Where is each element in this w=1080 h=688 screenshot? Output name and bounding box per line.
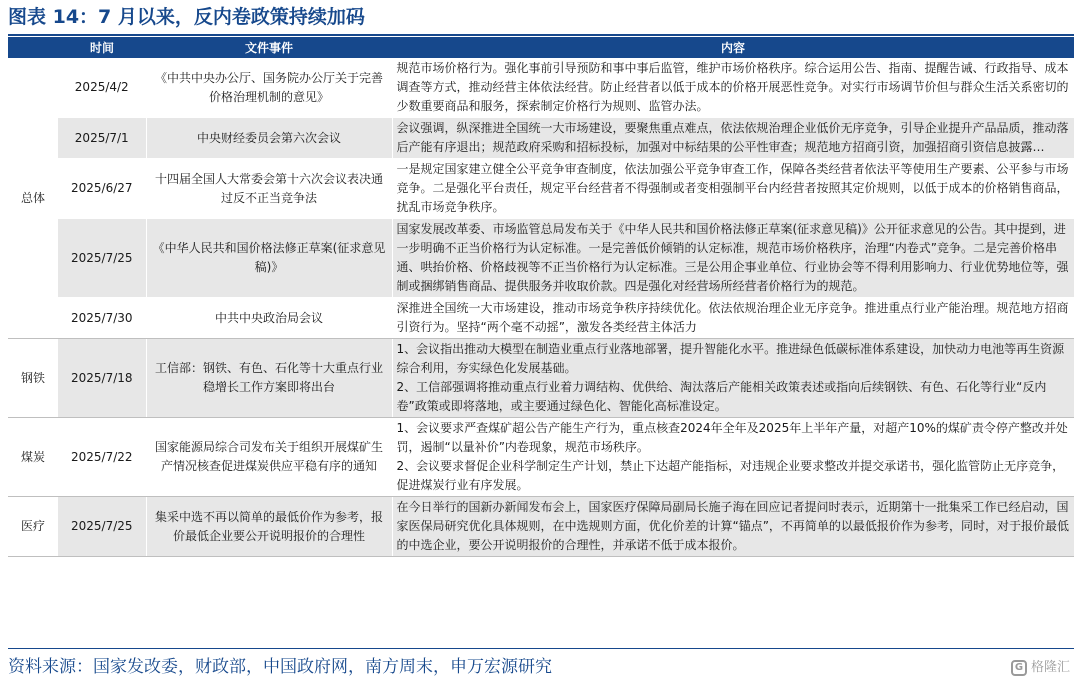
sector-medical: 医疗 [8, 497, 58, 557]
footer-divider [8, 648, 1074, 649]
table-row [8, 298, 1074, 339]
header-sector [8, 37, 58, 58]
row-content: 规范市场价格行为。强化事前引导预防和事中事后监管，维护市场价格秩序。综合运用公告、指南、提醒告诫、行政指导、成本调查等方式，推动经营主体依法经营。防止经营者以低于成本的价格开展恶性竞争。对实行市场调节价但与群众生活关系密切的少数重要商品和服务，探索制定价格行为规则、监管办法。 [392, 58, 1074, 118]
row-date: 2025/7/25 [58, 219, 146, 298]
watermark [1011, 658, 1070, 678]
source-note: 资料来源：国家发改委，财政部，中国政府网，南方周末，申万宏源研究 [8, 657, 552, 677]
table-row [8, 118, 1074, 159]
row-event: 国家能源局综合司发布关于组织开展煤矿生产情况核查促进煤炭供应平稳有序的通知 [146, 418, 392, 497]
row-content: 会议强调，纵深推进全国统一大市场建设，要聚焦重点难点，依法依规治理企业低价无序竞争，引导企业提升产品品质，推动落后产能有序退出；规范政府采购和招标投标，加强对中标结果的公平性审查；规范地方招商引资，加强招商引资信息披露… [392, 118, 1074, 159]
table-row [8, 339, 1074, 418]
table-row [8, 497, 1074, 557]
content-paragraph: 1、会议指出推动大模型在制造业重点行业落地部署，提升智能化水平。推进绿色低碳标准体系建设，加快动力电池等再生资源综合利用，夯实绿色化发展基础。 [396, 342, 1065, 375]
watermark-logo-icon: G [1011, 660, 1027, 676]
header-date: 时间 [58, 37, 146, 58]
row-content: 国家发展改革委、市场监管总局发布关于《中华人民共和国价格法修正草案(征求意见稿)》公开征求意见的公告。其中提到，进一步明确不正当价格行为认定标准。一是完善低价倾销的认定标准，规范市场价格秩序，治理“内卷式”竞争。二是完善价格串通、哄抬价格、价格歧视等不正当价格行为认定标准。三是公用企事业单位、行业协会等不得利用影响力、行业优势地位等，强制或捆绑销售商品、提供服务并收取价款。四是强化对经营场所经营者价格行为的规范。 [392, 219, 1074, 298]
watermark-text: 格隆汇 [1030, 660, 1070, 675]
table-row [8, 58, 1074, 118]
row-date: 2025/7/18 [58, 339, 146, 418]
row-content: 一是规定国家建立健全公平竞争审查制度，依法加强公平竞争审查工作，保障各类经营者依法平等使用生产要素、公平参与市场竞争。二是强化平台责任，规定平台经营者不得强制或者变相强制平台内经营者按照其定价规则，以低于成本的价格销售商品，扰乱市场竞争秩序。 [392, 159, 1074, 219]
table-row [8, 418, 1074, 497]
row-content: 深推进全国统一大市场建设，推动市场竞争秩序持续优化。依法依规治理企业无序竞争。推进重点行业产能治理。规范地方招商引资行为。坚持“两个毫不动摇”，激发各类经营主体活力 [392, 298, 1074, 339]
row-event: 中共中央政治局会议 [146, 298, 392, 339]
row-event: 中央财经委员会第六次会议 [146, 118, 392, 159]
row-content [392, 418, 1074, 497]
row-event: 十四届全国人大常委会第十六次会议表决通过反不正当竞争法 [146, 159, 392, 219]
table-header-row [8, 37, 1074, 58]
content-paragraph: 1、会议要求严查煤矿超公告产能生产行为，重点核查2024年全年及2025年上半年产量，对超产10%的煤矿责令停产整改并处罚，遏制“以量补价”内卷现象，规范市场秩序。 [396, 421, 1068, 454]
sector-coal: 煤炭 [8, 418, 58, 497]
row-date: 2025/7/22 [58, 418, 146, 497]
row-event: 《中共中央办公厅、国务院办公厅关于完善价格治理机制的意见》 [146, 58, 392, 118]
row-event: 工信部：钢铁、有色、石化等十大重点行业稳增长工作方案即将出台 [146, 339, 392, 418]
header-event: 文件事件 [146, 37, 392, 58]
table-row [8, 219, 1074, 298]
row-date: 2025/4/2 [58, 58, 146, 118]
row-date: 2025/7/25 [58, 497, 146, 557]
row-content [392, 339, 1074, 418]
content-paragraph: 2、会议要求督促企业科学制定生产计划，禁止下达超产能指标，对违规企业要求整改并提交承诺书，强化监管防止无序竞争，促进煤炭行业有序发展。 [396, 459, 1065, 492]
figure-title: 图表 14：7 月以来，反内卷政策持续加码 [8, 6, 365, 28]
row-date: 2025/7/1 [58, 118, 146, 159]
title-divider [8, 34, 1074, 36]
row-event: 《中华人民共和国价格法修正草案(征求意见稿)》 [146, 219, 392, 298]
policy-table [8, 37, 1074, 557]
sector-overall: 总体 [8, 58, 58, 339]
header-content: 内容 [392, 37, 1074, 58]
row-date: 2025/7/30 [58, 298, 146, 339]
table-row [8, 159, 1074, 219]
row-date: 2025/6/27 [58, 159, 146, 219]
content-paragraph: 2、工信部强调将推动重点行业着力调结构、优供给、淘汰落后产能相关政策表述或指向后续钢铁、有色、石化等行业“反内卷”政策或即将落地，或主要通过绿色化、智能化高标准设定。 [396, 380, 1047, 413]
row-content: 在今日举行的国新办新闻发布会上，国家医疗保障局副局长施子海在回应记者提问时表示，近期第十一批集采工作已经启动，国家医保局研究优化具体规则，在中选规则方面，优化价差的计算“锚点”，不再简单的以最低报价作为参考，同时，对于报价最低的中选企业，要公开说明报价的合理性，并承诺不低于成本报价。 [392, 497, 1074, 557]
row-event: 集采中选不再以简单的最低价作为参考，报价最低企业要公开说明报价的合理性 [146, 497, 392, 557]
sector-steel: 钢铁 [8, 339, 58, 418]
